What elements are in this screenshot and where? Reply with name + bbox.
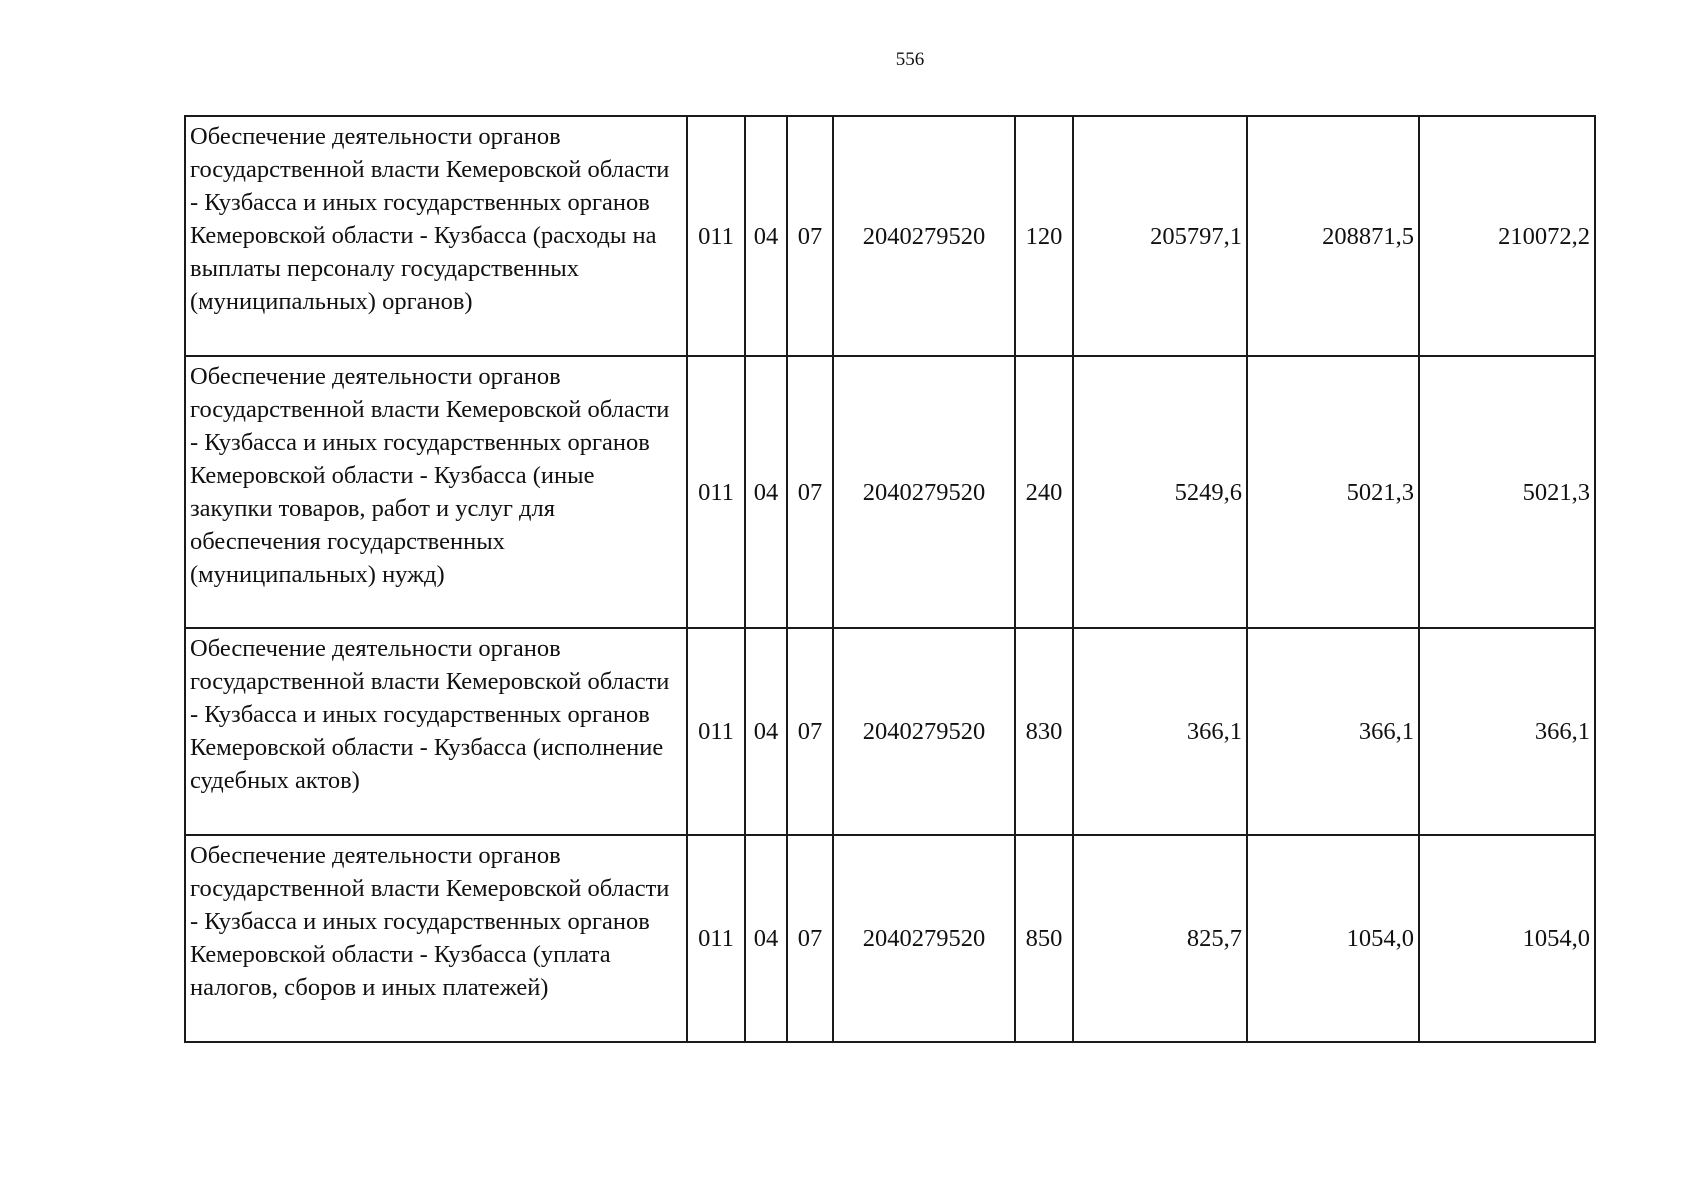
amount-3: 210072,2: [1419, 116, 1595, 356]
ministry-code: 011: [687, 116, 745, 356]
table-row: [185, 356, 1595, 628]
expense-type-code: 850: [1015, 835, 1073, 1042]
budget-table: [184, 115, 1596, 1043]
table-row: [185, 628, 1595, 835]
amount-1: 366,1: [1073, 628, 1247, 835]
section-code: 04: [745, 628, 787, 835]
ministry-code: 011: [687, 628, 745, 835]
table-row: [185, 116, 1595, 356]
expense-type-code: 240: [1015, 356, 1073, 628]
target-article-code: 2040279520: [833, 628, 1015, 835]
row-description: Обеспечение деятельности органов государственной власти Кемеровской области - Кузбасса и иных государственных органов Кемеровской области - Кузбасса (исполнение судебных актов): [185, 628, 687, 835]
section-code: 04: [745, 356, 787, 628]
section-code: 04: [745, 835, 787, 1042]
subsection-code: 07: [787, 835, 833, 1042]
amount-1: 5249,6: [1073, 356, 1247, 628]
amount-2: 5021,3: [1247, 356, 1419, 628]
amount-1: 825,7: [1073, 835, 1247, 1042]
section-code: 04: [745, 116, 787, 356]
amount-2: 1054,0: [1247, 835, 1419, 1042]
target-article-code: 2040279520: [833, 835, 1015, 1042]
target-article-code: 2040279520: [833, 356, 1015, 628]
amount-3: 1054,0: [1419, 835, 1595, 1042]
amount-2: 208871,5: [1247, 116, 1419, 356]
row-description: Обеспечение деятельности органов государственной власти Кемеровской области - Кузбасса и иных государственных органов Кемеровской области - Кузбасса (уплата налогов, сборов и иных платежей): [185, 835, 687, 1042]
ministry-code: 011: [687, 356, 745, 628]
expense-type-code: 120: [1015, 116, 1073, 356]
ministry-code: 011: [687, 835, 745, 1042]
subsection-code: 07: [787, 356, 833, 628]
subsection-code: 07: [787, 628, 833, 835]
target-article-code: 2040279520: [833, 116, 1015, 356]
amount-3: 366,1: [1419, 628, 1595, 835]
expense-type-code: 830: [1015, 628, 1073, 835]
amount-3: 5021,3: [1419, 356, 1595, 628]
amount-1: 205797,1: [1073, 116, 1247, 356]
table-row: [185, 835, 1595, 1042]
row-description: Обеспечение деятельности органов государственной власти Кемеровской области - Кузбасса и иных государственных органов Кемеровской области - Кузбасса (иные закупки товаров, работ и услуг для обеспечения государственных (муниципальных) нужд): [185, 356, 687, 628]
amount-2: 366,1: [1247, 628, 1419, 835]
page-number: 556: [895, 49, 925, 70]
subsection-code: 07: [787, 116, 833, 356]
row-description: Обеспечение деятельности органов государственной власти Кемеровской области - Кузбасса и иных государственных органов Кемеровской области - Кузбасса (расходы на выплаты персоналу государственных (муниципальных) органов): [185, 116, 687, 356]
